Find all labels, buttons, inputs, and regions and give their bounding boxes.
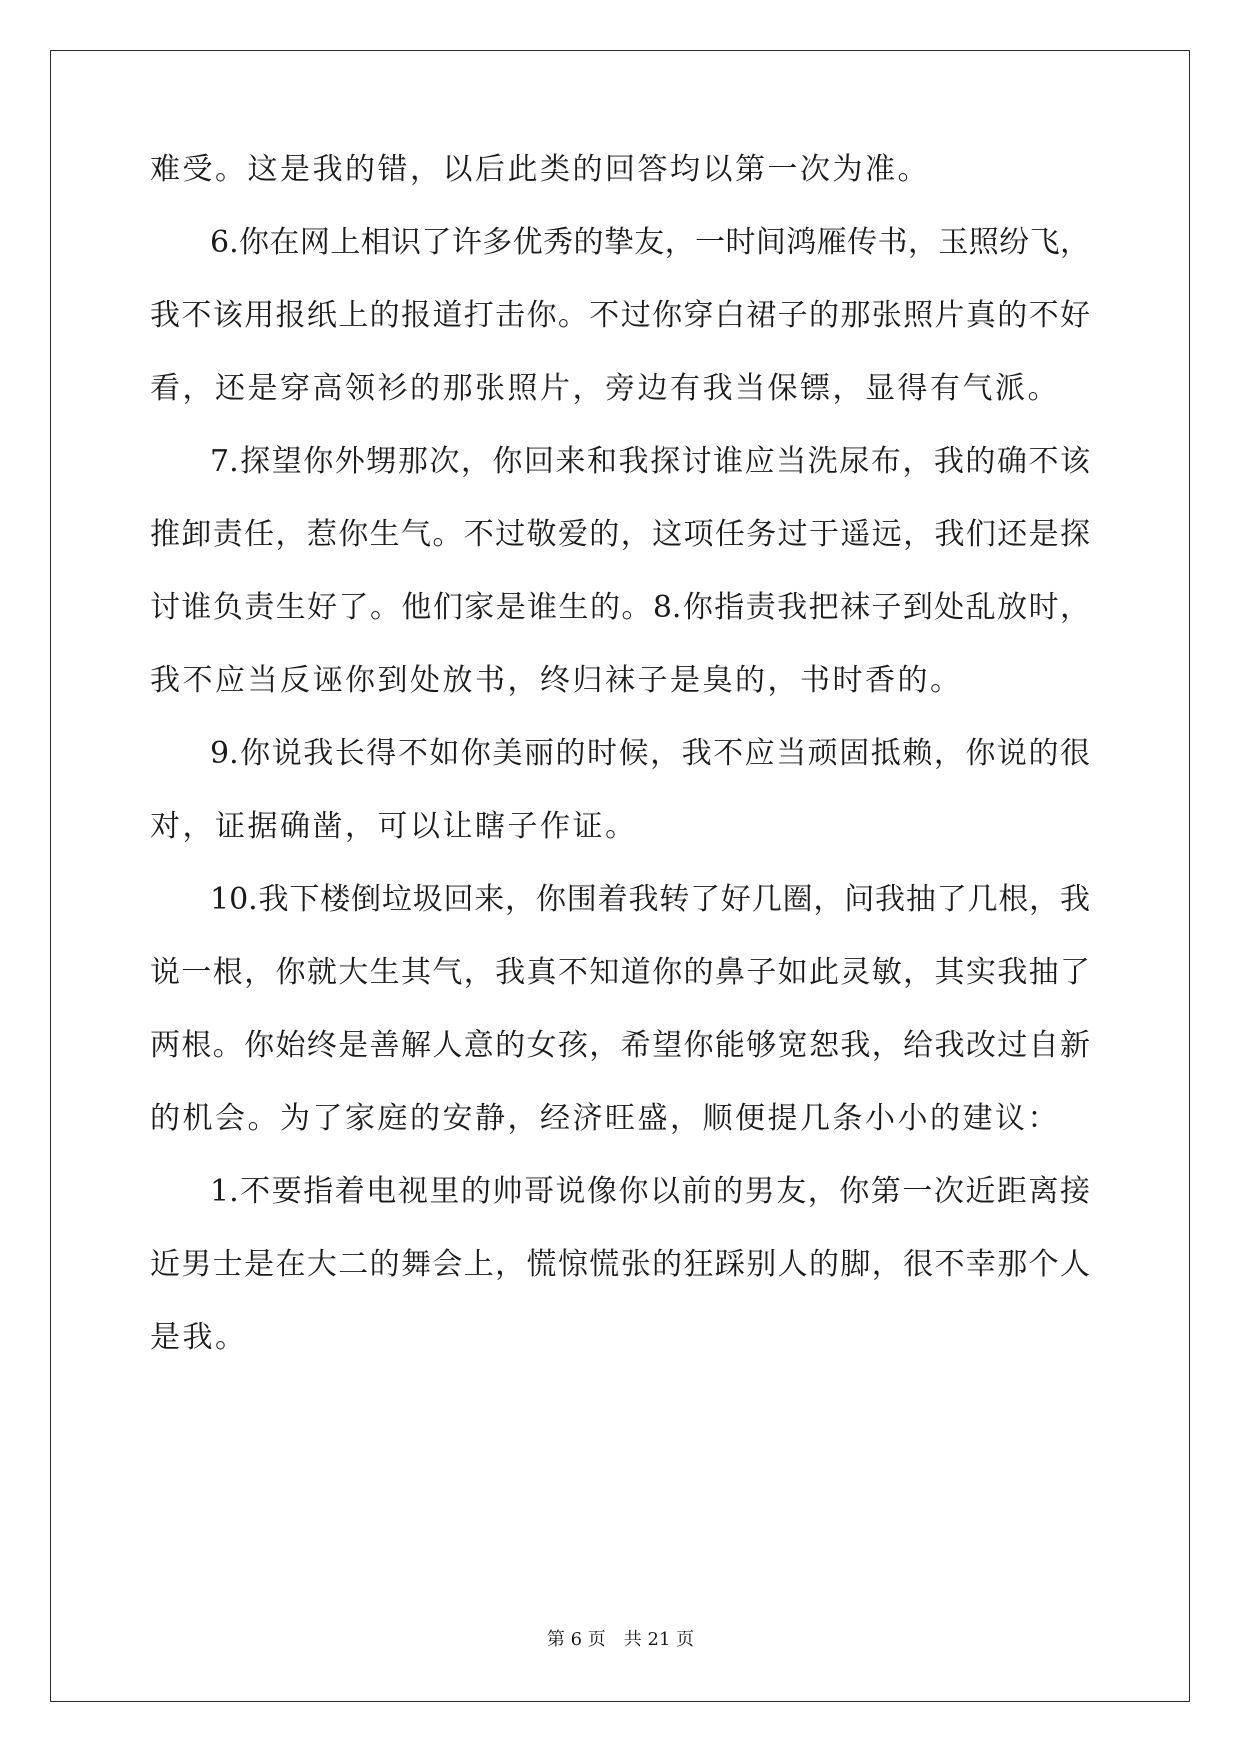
text-line: 的机会。为了家庭的安静，经济旺盛，顺便提几条小小的建议： — [150, 1101, 1060, 1136]
text-line: 7.探望你外甥那次，你回来和我探讨谁应当洗尿布，我的确不该 — [210, 444, 1090, 479]
text-line: 6.你在网上相识了许多优秀的挚友，一时间鸿雁传书，玉照纷飞， — [210, 225, 1090, 260]
page-footer — [0, 1628, 1241, 1652]
text-line: 两根。你始终是善解人意的女孩，希望你能够宽恕我，给我改过自新 — [150, 1028, 1090, 1063]
text-line: 对，证据确凿，可以让瞎子作证。 — [150, 809, 638, 844]
text-line: 9.你说我长得不如你美丽的时候，我不应当顽固抵赖，你说的很 — [210, 736, 1090, 771]
page-total: 共 21 页 — [623, 1629, 695, 1650]
text-line: 我不应当反诬你到处放书，终归袜子是臭的，书时香的。 — [150, 663, 963, 698]
text-line: 看，还是穿高领衫的那张照片，旁边有我当保镖，显得有气派。 — [150, 371, 1060, 406]
text-line: 1.不要指着电视里的帅哥说像你以前的男友，你第一次近距离接 — [210, 1174, 1090, 1209]
text-line: 推卸责任，惹你生气。不过敬爱的，这项任务过于遥远，我们还是探 — [150, 517, 1090, 552]
text-line: 我不该用报纸上的报道打击你。不过你穿白裙子的那张照片真的不好 — [150, 298, 1090, 333]
text-line: 是我。 — [150, 1320, 248, 1355]
text-line: 说一根，你就大生其气，我真不知道你的鼻子如此灵敏，其实我抽了 — [150, 955, 1090, 990]
text-line: 近男士是在大二的舞会上，慌惊慌张的狂踩别人的脚，很不幸那个人 — [150, 1247, 1090, 1282]
text-line: 10.我下楼倒垃圾回来，你围着我转了好几圈，问我抽了几根，我 — [210, 882, 1090, 917]
text-line: 难受。这是我的错，以后此类的回答均以第一次为准。 — [150, 152, 930, 187]
page-number: 第 6 页 — [546, 1629, 606, 1650]
text-line: 讨谁负责生好了。他们家是谁生的。8.你指责我把袜子到处乱放时， — [150, 590, 1090, 625]
